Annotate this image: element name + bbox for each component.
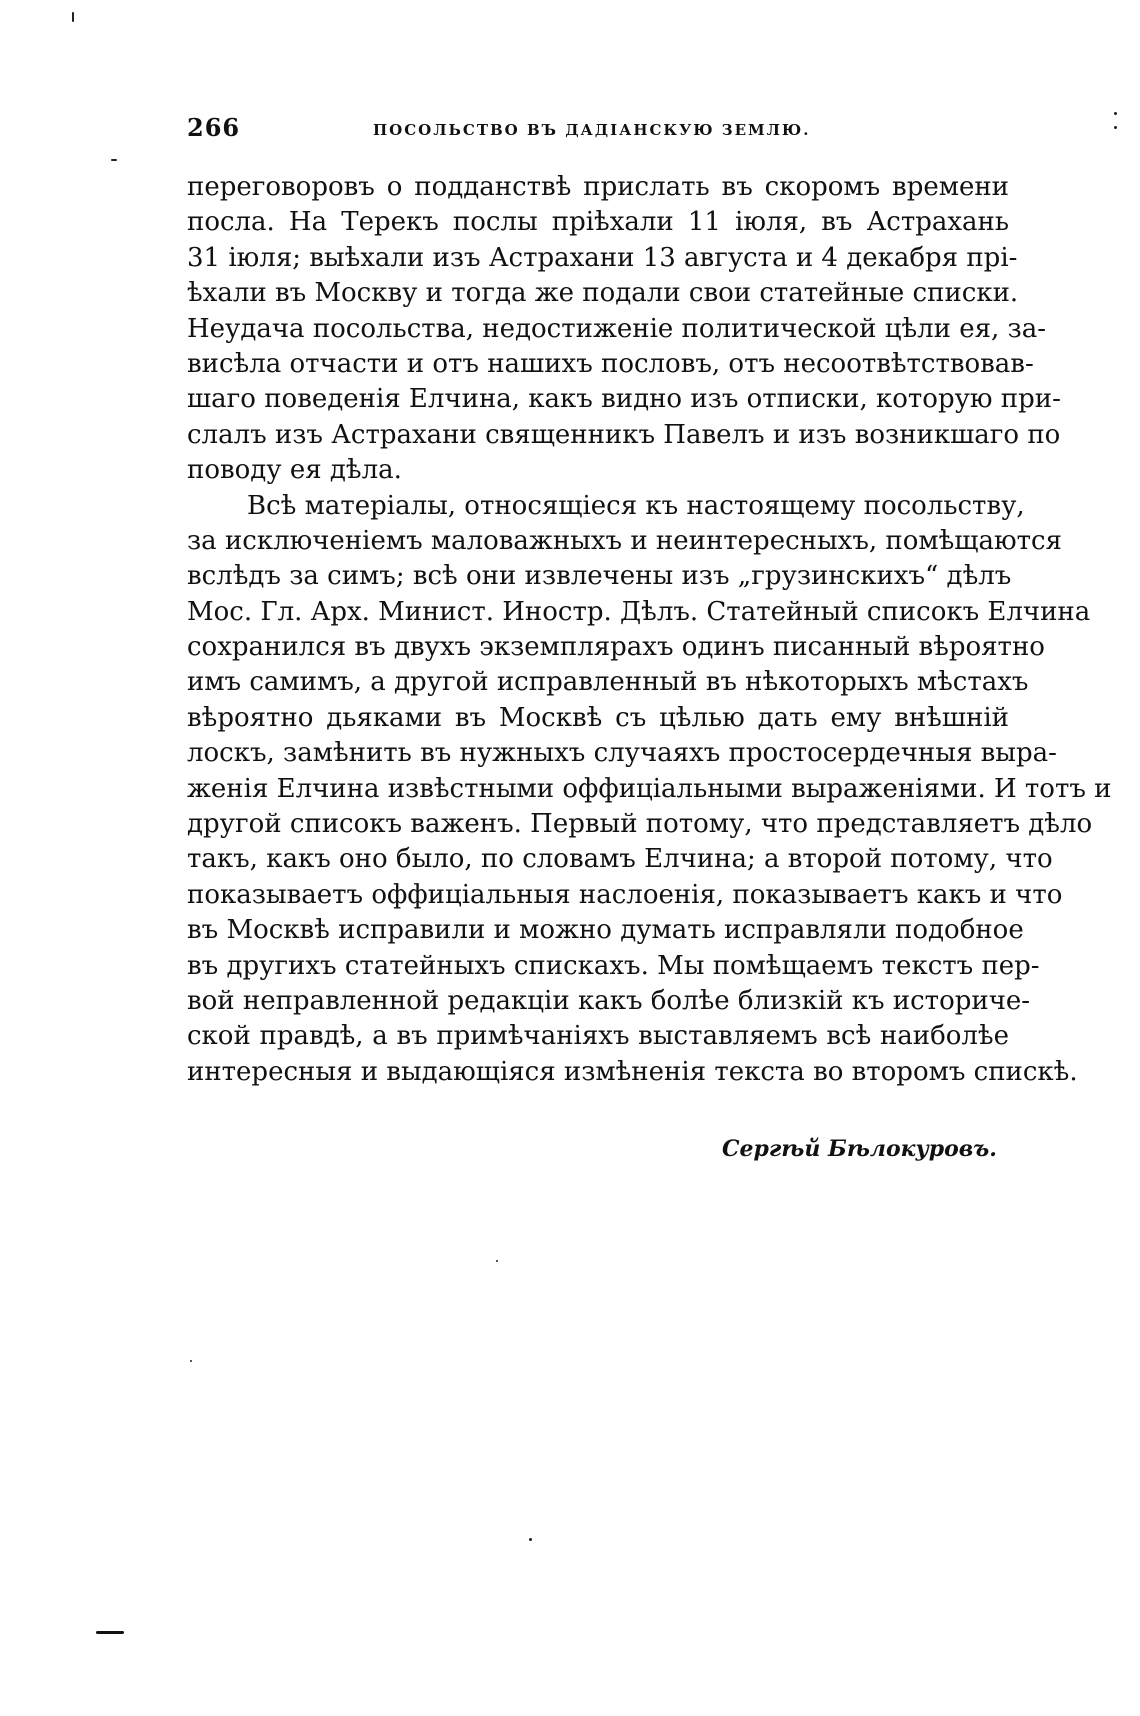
text-line: вслѣдъ за симъ; всѣ они извлечены изъ „грузинскихъ“ дѣлъ xyxy=(187,561,1012,592)
text-line: вой неправленной редакціи какъ болѣе близкій къ историче- xyxy=(187,985,1031,1016)
author-signature: Сергѣй Бѣлокуровъ. xyxy=(722,1136,997,1162)
page-number: 266 xyxy=(187,113,241,142)
text-line: ѣхали въ Москву и тогда же подали свои статейные списки. xyxy=(187,278,1019,309)
text-line: имъ самимъ, а другой исправленный въ нѣкоторыхъ мѣстахъ xyxy=(187,667,1029,698)
body-text xyxy=(187,170,1112,1090)
text-line: слалъ изъ Астрахани священникъ Павелъ и изъ возникшаго по xyxy=(187,419,1061,450)
running-head: ПОСОЛЬСТВО ВЪ ДАДІАНСКУЮ ЗЕМЛЮ. xyxy=(373,121,811,139)
scan-mark xyxy=(96,1631,124,1634)
text-line: поводу ея дѣла. xyxy=(187,455,402,486)
text-line: женія Елчина извѣстными оффиціальными выраженіями. И тотъ и xyxy=(187,773,1112,804)
text-line: интересныя и выдающіяся измѣненія текста во второмъ спискѣ. xyxy=(187,1056,1078,1087)
paragraph-2 xyxy=(187,489,1112,1091)
text-line: висѣла отчасти и отъ нашихъ пословъ, отъ несоотвѣтствовав- xyxy=(187,348,1034,379)
text-line: переговоровъ о подданствѣ прислать въ скоромъ времени xyxy=(187,172,1009,202)
text-line: шаго поведенія Елчина, какъ видно изъ отписки, которую при- xyxy=(187,384,1061,415)
scan-speck xyxy=(1114,112,1117,115)
text-line: Мос. Гл. Арх. Минист. Иностр. Дѣлъ. Статейный списокъ Елчина xyxy=(187,596,1091,627)
scan-speck xyxy=(111,159,117,161)
text-line: другой списокъ важенъ. Первый потому, что представляетъ дѣло xyxy=(187,809,1093,840)
text-line: въ другихъ статейныхъ спискахъ. Мы помѣщаемъ текстъ пер- xyxy=(187,950,1040,981)
text-line: 31 іюля; выѣхали изъ Астрахани 13 августа и 4 декабря прі- xyxy=(187,242,1018,273)
page-header xyxy=(187,113,1009,153)
scan-speck xyxy=(1114,126,1117,129)
text-line: лоскъ, замѣнить въ нужныхъ случаяхъ простосердечныя выра- xyxy=(187,738,1057,769)
scan-speck xyxy=(190,1360,192,1362)
scan-speck xyxy=(496,1260,498,1262)
text-line: такъ, какъ оно было, по словамъ Елчина; а второй потому, что xyxy=(187,844,1053,875)
paragraph-1 xyxy=(187,170,1061,489)
text-line: за исключеніемъ маловажныхъ и неинтересныхъ, помѣщаются xyxy=(187,525,1062,556)
text-line: вѣроятно дьяками въ Москвѣ съ цѣлью дать ему внѣшній xyxy=(187,702,1009,733)
text-line: Всѣ матеріалы, относящіеся къ настоящему посольству, xyxy=(247,490,1025,521)
text-line: сохранился въ двухъ экземплярахъ одинъ писанный вѣроятно xyxy=(187,632,1045,663)
text-line: въ Москвѣ исправили и можно думать исправляли подобное xyxy=(187,915,1024,946)
text-line: посла. На Терекъ послы пріѣхали 11 іюля, въ Астрахань xyxy=(187,207,1009,238)
scan-speck xyxy=(529,1538,532,1541)
text-line: ской правдѣ, а въ примѣчаніяхъ выставляемъ всѣ наиболѣе xyxy=(187,1021,1009,1052)
text-line: Неудача посольства, недостиженіе политической цѣли ея, за- xyxy=(187,313,1047,344)
scan-speck xyxy=(72,12,74,22)
text-line: показываетъ оффиціальныя наслоенія, показываетъ какъ и что xyxy=(187,879,1063,910)
